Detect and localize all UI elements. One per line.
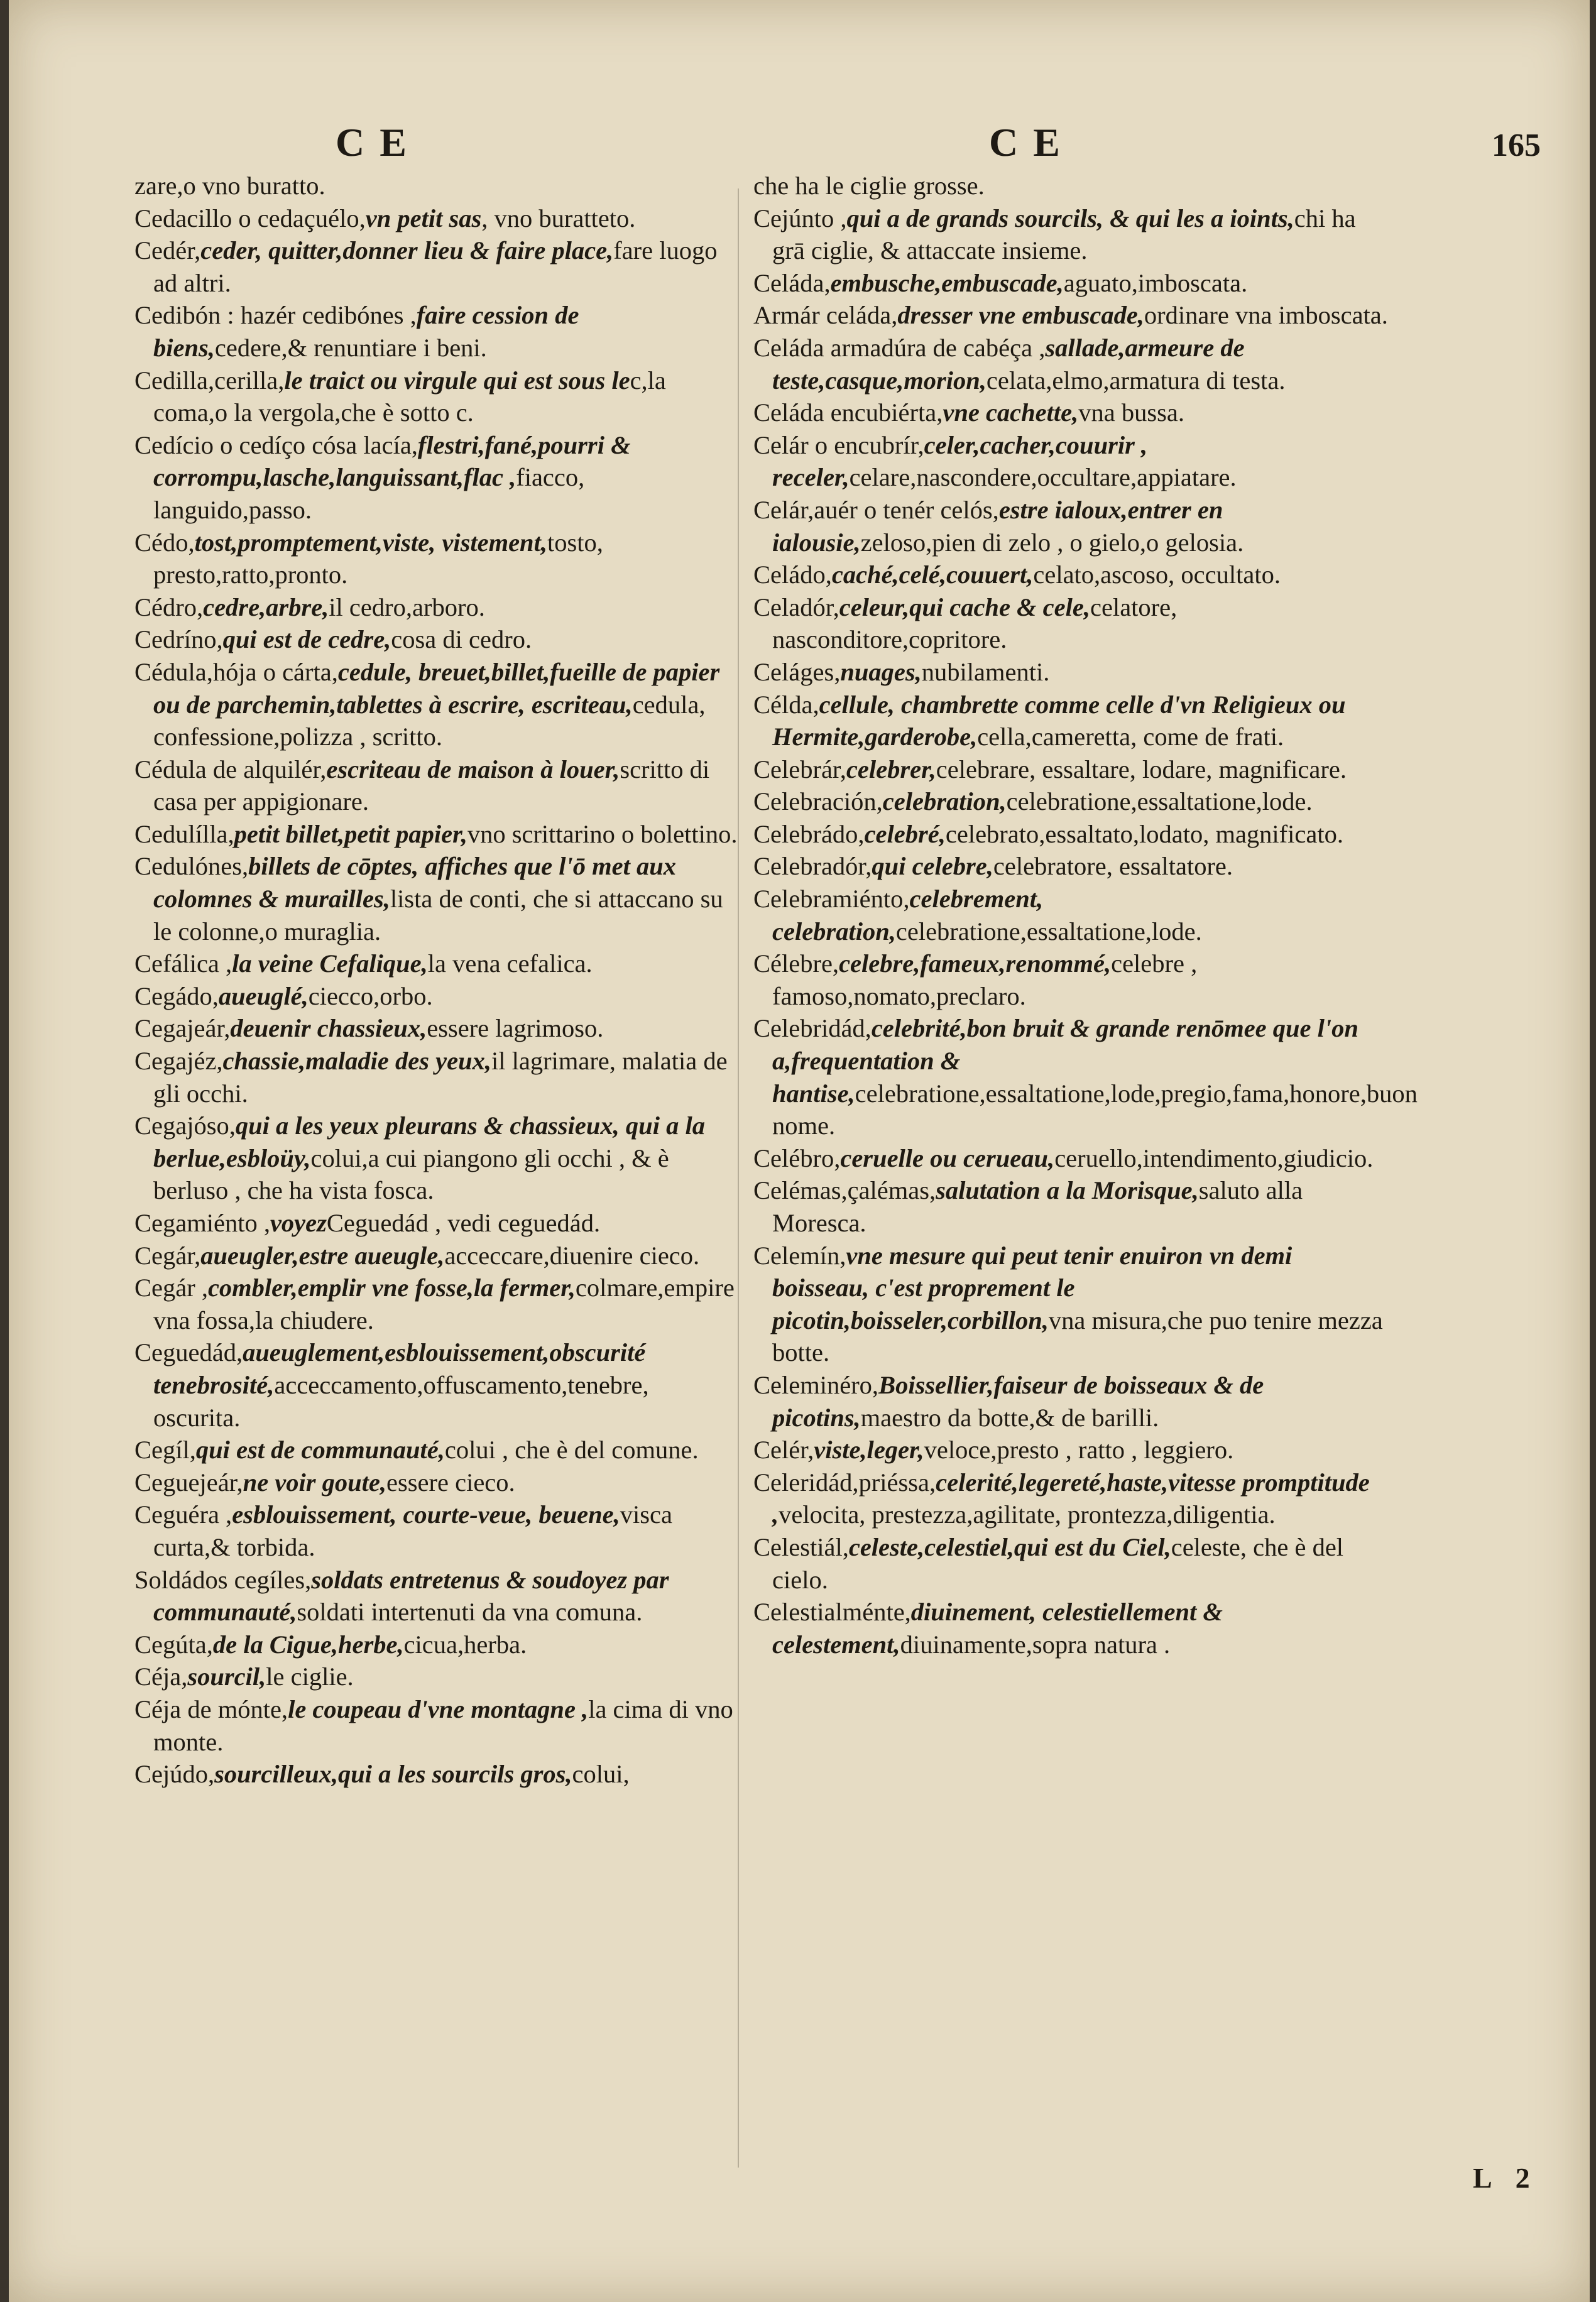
italian-gloss: cicua,herba. bbox=[403, 1630, 527, 1659]
french-gloss: de la Cigue,herbe, bbox=[212, 1630, 404, 1659]
french-gloss: sallade,armeure de teste,casque,morion, bbox=[772, 333, 1245, 395]
dictionary-entry bbox=[134, 623, 738, 656]
dictionary-entry bbox=[134, 591, 738, 624]
headword: Celáges, bbox=[753, 657, 841, 686]
dictionary-entry bbox=[134, 1498, 738, 1563]
headword: Celébro, bbox=[753, 1143, 841, 1172]
dictionary-entry bbox=[134, 656, 738, 753]
italian-gloss: celebrato,essaltato,lodato, magnificato. bbox=[945, 819, 1343, 848]
headword: Celeminéro, bbox=[753, 1370, 879, 1399]
french-gloss: aueuglé, bbox=[218, 981, 309, 1010]
french-gloss: salutation a la Morisque, bbox=[936, 1176, 1199, 1205]
dictionary-entry bbox=[753, 559, 1388, 591]
headword: Celebración, bbox=[753, 787, 883, 816]
headword: Cegíl, bbox=[134, 1436, 196, 1465]
dictionary-entry bbox=[753, 1466, 1388, 1531]
french-gloss: estre ialoux,entrer en ialousie, bbox=[772, 495, 1223, 557]
headword: Célebre, bbox=[753, 949, 839, 978]
french-gloss: cedule, breuet,billet,fueille de papier ou de parchemin,tablettes à escrire, escriteau, bbox=[153, 657, 720, 719]
italian-gloss: celebratione,essaltatione,lode. bbox=[895, 917, 1202, 946]
french-gloss: vne cachette, bbox=[943, 398, 1079, 427]
headword: Cegúta, bbox=[134, 1630, 213, 1659]
french-gloss: deuenir chassieux, bbox=[230, 1014, 427, 1043]
french-gloss: celeste,celestiel,qui est du Ciel, bbox=[848, 1532, 1171, 1561]
french-gloss: billets de cōptes, affiches que l'ō met aux colomnes & murailles, bbox=[153, 852, 677, 914]
italian-gloss: aguato,imboscata. bbox=[1063, 268, 1248, 297]
headword: Cedríno, bbox=[134, 625, 223, 654]
headword: Cédula de alquilér, bbox=[134, 755, 327, 783]
french-gloss: flestri,fané,pourri & corrompu,lasche,languissant,flac , bbox=[153, 430, 631, 492]
headword: Cegár , bbox=[134, 1274, 208, 1302]
french-gloss: nuages, bbox=[840, 657, 922, 686]
dictionary-entry bbox=[134, 1045, 738, 1110]
dictionary-entry bbox=[134, 234, 738, 299]
headword: Cedício o cedíço cósa lacía, bbox=[134, 430, 418, 459]
french-gloss: qui a les yeux pleurans & chassieux, qui a la berlue,esbloüy, bbox=[153, 1111, 705, 1172]
dictionary-entry bbox=[134, 1434, 738, 1466]
italian-gloss: veloce,presto , ratto , leggiero. bbox=[924, 1436, 1234, 1465]
french-gloss: ne voir goute, bbox=[243, 1468, 387, 1497]
headword: Soldádos cegíles, bbox=[134, 1565, 312, 1594]
italian-gloss: cella,cameretta, come de frati. bbox=[977, 723, 1284, 751]
french-gloss: petit billet,petit papier, bbox=[234, 819, 467, 848]
headword: Cédula,hója o cárta, bbox=[134, 657, 338, 686]
dictionary-entry bbox=[134, 364, 738, 429]
dictionary-entry bbox=[134, 1564, 738, 1628]
italian-gloss: Ceguedád , vedi ceguedád. bbox=[326, 1209, 601, 1237]
italian-gloss: celata,elmo,armatura di testa. bbox=[986, 366, 1286, 395]
italian-gloss: vno scrittarino o bolettino. bbox=[467, 819, 738, 848]
french-gloss: qui est de communauté, bbox=[195, 1436, 445, 1465]
italian-gloss: colui, bbox=[572, 1760, 630, 1789]
italian-gloss: vna bussa. bbox=[1078, 398, 1184, 427]
french-gloss: qui a de grands sourcils, & qui les a ioints, bbox=[846, 204, 1294, 232]
french-gloss: dresser vne embuscade, bbox=[897, 301, 1144, 330]
italian-gloss: diuinamente,sopra natura . bbox=[900, 1630, 1171, 1659]
french-gloss: sourcilleux,qui a les sourcils gros, bbox=[214, 1760, 572, 1789]
dictionary-entry bbox=[753, 1596, 1388, 1661]
headword: Celeridád,priéssa, bbox=[753, 1468, 936, 1497]
french-gloss: celebrité,bon bruit & grande renōmee que l'on a,frequentation & hantise, bbox=[772, 1014, 1358, 1108]
french-gloss: viste,leger, bbox=[814, 1436, 924, 1465]
french-gloss: la veine Cefalique, bbox=[232, 949, 428, 978]
headword: Cejúnto , bbox=[753, 204, 847, 232]
headword: Celémas,çalémas, bbox=[753, 1176, 936, 1205]
italian-gloss: acceccare,diuenire cieco. bbox=[444, 1241, 700, 1270]
french-gloss: diuinement, celestiellement & celestement, bbox=[772, 1598, 1223, 1659]
headword: Cegamiénto , bbox=[134, 1209, 270, 1237]
headword: Celádo, bbox=[753, 560, 832, 589]
italian-gloss: lista de conti, che si attaccano su le colonne,o muraglia. bbox=[153, 885, 723, 946]
french-gloss: combler,emplir vne fosse,la fermer, bbox=[207, 1274, 576, 1302]
french-gloss: celebré, bbox=[864, 819, 946, 848]
french-gloss: escriteau de maison à louer, bbox=[326, 755, 620, 783]
headword: Céja, bbox=[134, 1662, 188, 1691]
left-column bbox=[134, 170, 738, 1791]
dictionary-entry bbox=[134, 429, 738, 526]
headword: Celemín, bbox=[753, 1241, 846, 1270]
headword: Celebridád, bbox=[753, 1014, 872, 1043]
dictionary-entry bbox=[753, 1142, 1388, 1175]
dictionary-entry bbox=[134, 850, 738, 947]
french-gloss: ceruelle ou cerueau, bbox=[840, 1143, 1055, 1172]
dictionary-entry bbox=[134, 1110, 738, 1207]
headword: Cedér, bbox=[134, 236, 201, 265]
italian-gloss: che ha le ciglie grosse. bbox=[753, 172, 985, 200]
headword: Celadór, bbox=[753, 592, 839, 621]
french-gloss: aueugler,estre aueugle, bbox=[200, 1241, 445, 1270]
italian-gloss: celato,ascoso, occultato. bbox=[1033, 560, 1281, 589]
dictionary-entry bbox=[134, 1272, 738, 1336]
french-gloss: le traict ou virgule qui est sous le bbox=[284, 366, 630, 395]
french-gloss: celebrement, celebration, bbox=[772, 885, 1044, 946]
italian-gloss: celebratione,essaltatione,lode,pregio,fama,honore,buon nome. bbox=[772, 1079, 1418, 1140]
italian-gloss: celebratore, essaltatore. bbox=[993, 852, 1233, 881]
dictionary-entry bbox=[753, 396, 1388, 429]
dictionary-entry bbox=[753, 170, 1388, 202]
italian-gloss: tosto, presto,ratto,pronto. bbox=[153, 528, 603, 589]
french-gloss: celebration, bbox=[882, 787, 1007, 816]
italian-gloss: ordinare vna imboscata. bbox=[1144, 301, 1388, 330]
italian-gloss: fiacco, languido,passo. bbox=[153, 463, 585, 524]
french-gloss: celebrer, bbox=[846, 755, 936, 783]
dictionary-entry bbox=[134, 299, 738, 364]
italian-gloss: celebratione,essaltatione,lode. bbox=[1006, 787, 1313, 816]
headword: Ceguedád, bbox=[134, 1338, 243, 1367]
french-gloss: faire cession de biens, bbox=[153, 301, 579, 362]
dictionary-entry bbox=[753, 429, 1388, 494]
french-gloss: voyez bbox=[270, 1209, 327, 1237]
headword: Cédro, bbox=[134, 592, 204, 621]
dictionary-entry bbox=[134, 1466, 738, 1499]
italian-gloss: nubilamenti. bbox=[921, 657, 1050, 686]
headword: Celér, bbox=[753, 1436, 814, 1465]
dictionary-entry bbox=[753, 299, 1388, 332]
italian-gloss: zare,o vno buratto. bbox=[134, 172, 325, 200]
french-gloss: esblouissement, courte-veue, beuene, bbox=[232, 1500, 620, 1529]
italian-gloss: velocita, prestezza,agilitate, prontezza,diligentia. bbox=[779, 1500, 1276, 1529]
italian-gloss: scritto di casa per appigionare. bbox=[153, 755, 710, 816]
right-column bbox=[753, 170, 1418, 1661]
italian-gloss: la vena cefalica. bbox=[427, 949, 593, 978]
page-number: 165 bbox=[1492, 128, 1541, 163]
headword: Celáda encubiérta, bbox=[753, 398, 943, 427]
french-gloss: celebre,fameux,renommé, bbox=[839, 949, 1112, 978]
dictionary-entry bbox=[753, 202, 1388, 267]
headword: Celebradór, bbox=[753, 852, 872, 881]
headword: Cedulónes, bbox=[134, 852, 249, 881]
headword: Armár celáda, bbox=[753, 301, 898, 330]
italian-gloss: soldati intertenuti da vna comuna. bbox=[297, 1598, 643, 1627]
dictionary-entry bbox=[134, 1693, 738, 1758]
french-gloss: qui celebre, bbox=[872, 852, 993, 881]
french-gloss: aueuglement,esblouissement,obscurité tenebrosité, bbox=[153, 1338, 646, 1399]
column-divider bbox=[738, 188, 739, 2168]
headword: Cedacillo o cedaçuélo, bbox=[134, 204, 366, 232]
italian-gloss: chi ha grā ciglie, & attaccate insieme. bbox=[772, 204, 1356, 265]
french-gloss: celeur,qui cache & cele, bbox=[839, 592, 1090, 621]
headword: Cedulílla, bbox=[134, 819, 234, 848]
headword: Céja de mónte, bbox=[134, 1694, 288, 1723]
french-gloss: tost,promptement,viste, vistement, bbox=[194, 528, 547, 557]
italian-gloss: celebre , famoso,nomato,preclaro. bbox=[772, 949, 1198, 1010]
italian-gloss: ceruello,intendimento,giudicio. bbox=[1054, 1143, 1374, 1172]
headword: Célda, bbox=[753, 690, 819, 719]
dictionary-entry bbox=[753, 332, 1388, 396]
italian-gloss: acceccamento,offuscamento,tenebre, oscurita. bbox=[153, 1370, 649, 1432]
italian-gloss: la cima di vno monte. bbox=[153, 1694, 733, 1756]
italian-gloss: celebrare, essaltare, lodare, magnificare. bbox=[936, 755, 1347, 783]
italian-gloss: le ciglie. bbox=[266, 1662, 354, 1691]
french-gloss: vne mesure qui peut tenir enuiron vn demi boisseau, c'est proprement le picotin,boisseler,corbillon, bbox=[772, 1241, 1293, 1334]
italian-gloss: essere lagrimoso. bbox=[427, 1014, 604, 1043]
dictionary-entry bbox=[134, 818, 738, 851]
italian-gloss: vna misura,che puo tenire mezza botte. bbox=[772, 1306, 1383, 1367]
dictionary-entry bbox=[753, 1240, 1388, 1369]
dictionary-entry bbox=[753, 850, 1388, 883]
dictionary-entry bbox=[134, 1012, 738, 1045]
italian-gloss: celatore, nasconditore,copritore. bbox=[772, 592, 1178, 654]
french-gloss: Boissellier,faiseur de boisseaux & de picotins, bbox=[772, 1370, 1264, 1432]
dictionary-entry bbox=[134, 1628, 738, 1661]
headword: Cedibón : hazér cedibónes , bbox=[134, 301, 417, 330]
dictionary-entry bbox=[134, 1758, 738, 1791]
headword: Cedilla,cerilla, bbox=[134, 366, 285, 395]
dictionary-entry bbox=[134, 1336, 738, 1434]
dictionary-entry bbox=[134, 753, 738, 818]
italian-gloss: cedere,& renuntiare i beni. bbox=[214, 333, 487, 362]
dictionary-entry bbox=[134, 947, 738, 980]
italian-gloss: celare,nascondere,occultare,appiatare. bbox=[849, 463, 1237, 492]
headword: Celebrádo, bbox=[753, 819, 865, 848]
italian-gloss: fare luogo ad altri. bbox=[153, 236, 718, 297]
signature-mark: L 2 bbox=[1473, 2162, 1539, 2194]
dictionary-entry bbox=[753, 1531, 1388, 1596]
french-gloss: embusche,embuscade, bbox=[830, 268, 1064, 297]
dictionary-entry bbox=[134, 170, 738, 202]
french-gloss: vn petit sas bbox=[365, 204, 482, 232]
dictionary-entry bbox=[753, 1012, 1418, 1142]
headword: Cefálica , bbox=[134, 949, 232, 978]
dictionary-page bbox=[9, 0, 1590, 2302]
dictionary-entry bbox=[134, 1207, 738, 1240]
headword: Celár,auér o tenér celós, bbox=[753, 495, 999, 524]
italian-gloss: visca curta,& torbida. bbox=[153, 1500, 672, 1561]
italian-gloss: , vno buratteto. bbox=[481, 204, 636, 232]
french-gloss: chassie,maladie des yeux, bbox=[222, 1047, 491, 1076]
headword: Celár o encubrír, bbox=[753, 430, 924, 459]
dictionary-entry bbox=[753, 1174, 1388, 1239]
dictionary-entry bbox=[753, 1369, 1388, 1434]
dictionary-entry bbox=[753, 753, 1388, 786]
dictionary-entry bbox=[134, 1661, 738, 1693]
dictionary-entry bbox=[753, 785, 1388, 818]
italian-gloss: cosa di cedro. bbox=[391, 625, 532, 654]
french-gloss: qui est de cedre, bbox=[222, 625, 391, 654]
italian-gloss: c,la coma,o la vergola,che è sotto c. bbox=[153, 366, 666, 427]
headword: Celebrár, bbox=[753, 755, 846, 783]
headword: Cegajeár, bbox=[134, 1014, 231, 1043]
french-gloss: cedre,arbre, bbox=[203, 592, 329, 621]
headword: Celáda, bbox=[753, 268, 831, 297]
dictionary-entry bbox=[753, 591, 1388, 656]
headword: Cegár, bbox=[134, 1241, 201, 1270]
french-gloss: caché,celé,couuert, bbox=[831, 560, 1034, 589]
headword: Celáda armadúra de cabéça , bbox=[753, 333, 1046, 362]
italian-gloss: celeste, che è del cielo. bbox=[772, 1532, 1344, 1594]
dictionary-entry bbox=[753, 267, 1388, 300]
left-running-title: CE bbox=[336, 120, 422, 165]
italian-gloss: colui , che è del comune. bbox=[444, 1436, 699, 1465]
dictionary-entry bbox=[753, 689, 1388, 753]
dictionary-entry bbox=[134, 1240, 738, 1272]
french-gloss: ceder, quitter,donner lieu & faire place, bbox=[200, 236, 614, 265]
dictionary-entry bbox=[753, 947, 1388, 1012]
french-gloss: celer,cacher,couurir , receler, bbox=[772, 430, 1148, 492]
dictionary-entry bbox=[134, 980, 738, 1013]
dictionary-entry bbox=[753, 656, 1388, 689]
headword: Cegádo, bbox=[134, 981, 219, 1010]
headword: Cegajóso, bbox=[134, 1111, 236, 1140]
italian-gloss: il cedro,arboro. bbox=[329, 592, 485, 621]
french-gloss: cellule, chambrette comme celle d'vn Religieux ou Hermite,garderobe, bbox=[772, 690, 1346, 751]
dictionary-entry bbox=[753, 494, 1388, 559]
italian-gloss: zeloso,pien di zelo , o gielo,o gelosia. bbox=[860, 528, 1244, 557]
italian-gloss: saluto alla Moresca. bbox=[772, 1176, 1303, 1237]
dictionary-entry bbox=[134, 526, 738, 591]
headword: Ceguéra , bbox=[134, 1500, 232, 1529]
headword: Celestialménte, bbox=[753, 1598, 911, 1627]
right-running-title: CE bbox=[989, 120, 1075, 165]
italian-gloss: ciecco,orbo. bbox=[308, 981, 433, 1010]
headword: Celestiál, bbox=[753, 1532, 849, 1561]
headword: Cédo, bbox=[134, 528, 195, 557]
headword: Celebramiénto, bbox=[753, 885, 910, 914]
headword: Cegajéz, bbox=[134, 1047, 223, 1076]
dictionary-entry bbox=[753, 818, 1388, 851]
italian-gloss: colui,a cui piangono gli occhi , & è berluso , che ha vista fosca. bbox=[153, 1143, 669, 1205]
italian-gloss: il lagrimare, malatia de gli occhi. bbox=[153, 1047, 728, 1108]
dictionary-entry bbox=[753, 1434, 1388, 1466]
french-gloss: soldats entretenus & soudoyez par communauté, bbox=[153, 1565, 669, 1627]
french-gloss: sourcil, bbox=[187, 1662, 266, 1691]
french-gloss: celerité,legereté,haste,vitesse promptitude , bbox=[772, 1468, 1370, 1529]
italian-gloss: colmare,empire vna fossa,la chiudere. bbox=[153, 1274, 735, 1334]
headword: Cejúdo, bbox=[134, 1760, 215, 1789]
italian-gloss: essere cieco. bbox=[386, 1468, 515, 1497]
italian-gloss: cedula, confessione,polizza , scritto. bbox=[153, 690, 706, 751]
dictionary-entry bbox=[753, 883, 1388, 947]
dictionary-entry bbox=[134, 202, 738, 235]
french-gloss: le coupeau d'vne montagne , bbox=[288, 1694, 589, 1723]
italian-gloss: maestro da botte,& de barilli. bbox=[860, 1403, 1159, 1432]
headword: Ceguejeár, bbox=[134, 1468, 243, 1497]
